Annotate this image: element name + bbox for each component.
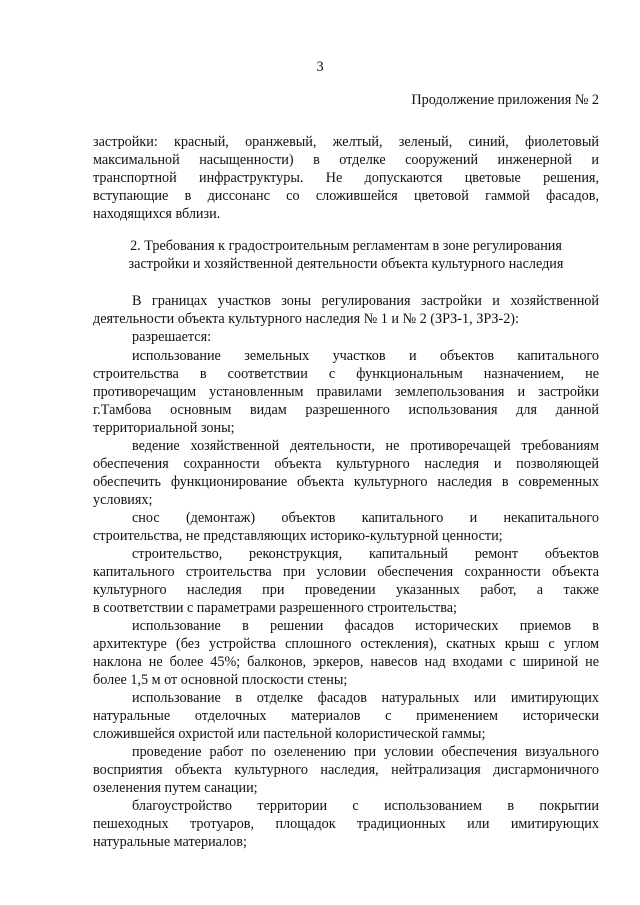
text-line: находящихся вблизи. <box>93 206 221 222</box>
text-line: использование в решении фасадов исторических приемов в <box>132 618 599 634</box>
text-line: в соответствии с параметрами разрешенного строительства; <box>93 600 457 616</box>
section-heading-line: 2. Требования к градостроительным регламентам в зоне регулирования <box>130 238 562 254</box>
text-line: ведение хозяйственной деятельности, не противоречащей требованиям <box>132 438 599 454</box>
text-line: строительства, не представляющих историко-культурной ценности; <box>93 528 503 544</box>
text-line: транспортной инфраструктуры. Не допускаются цветовые решения, <box>93 170 599 186</box>
text-line: озеленения путем санации; <box>93 780 258 796</box>
text-line: более 1,5 м от основной плоскости стены; <box>93 672 348 688</box>
text-line: проведение работ по озеленению при условии обеспечения визуального <box>132 744 599 760</box>
text-line: застройки: красный, оранжевый, желтый, зеленый, синий, фиолетовый <box>93 134 599 150</box>
text-line: капитального строительства при условии обеспечения сохранности объекта <box>93 564 599 580</box>
text-line: обеспечить функционирование объекта культурного наследия в современных <box>93 474 599 490</box>
text-line: натуральные отделочных материалов с применением исторически <box>93 708 599 724</box>
text-line: архитектуре (без устройства сплошного остекления), скатных крыш с углом <box>93 636 599 652</box>
text-line: строительства в соответствии с функциональным назначением, не <box>93 366 599 382</box>
text-line: наклона не более 45%; балконов, эркеров, навесов над входами с шириной не <box>93 654 599 670</box>
text-line: В границах участков зоны регулирования застройки и хозяйственной <box>132 293 599 309</box>
text-line: использование в отделке фасадов натуральных или имитирующих <box>132 690 599 706</box>
text-line: восприятия объекта культурного наследия, нейтрализация дисгармоничного <box>93 762 599 778</box>
text-line: условиях; <box>93 492 153 508</box>
text-line: разрешается: <box>132 329 212 345</box>
text-line: пешеходных тротуаров, площадок традиционных или имитирующих <box>93 816 599 832</box>
text-line: г.Тамбова основным видам разрешенного использования для данной <box>93 402 599 418</box>
text-line: деятельности объекта культурного наследия № 1 и № 2 (ЗРЗ-1, ЗРЗ-2): <box>93 311 519 327</box>
text-line: снос (демонтаж) объектов капитального и некапитального <box>132 510 599 526</box>
page-number: 3 <box>316 59 324 75</box>
text-line: натуральные материалов; <box>93 834 247 850</box>
section-heading-line: застройки и хозяйственной деятельности объекта культурного наследия <box>128 256 564 272</box>
text-line: культурного наследия при проведении указанных работ, а также <box>93 582 599 598</box>
text-line: благоустройство территории с использованием в покрытии <box>132 798 599 814</box>
text-line: территориальной зоны; <box>93 420 235 436</box>
text-line: использование земельных участков и объектов капитального <box>132 348 599 364</box>
text-line: максимальной насыщенности) в отделке сооружений инженерной и <box>93 152 599 168</box>
text-line: вступающие в диссонанс со сложившейся цветовой гаммой фасадов, <box>93 188 599 204</box>
text-line: строительство, реконструкция, капитальный ремонт объектов <box>132 546 599 562</box>
appendix-continuation-note: Продолжение приложения № 2 <box>411 92 599 108</box>
text-line: обеспечения сохранности объекта культурного наследия и позволяющей <box>93 456 599 472</box>
text-line: противоречащим установленным правилами землепользования и застройки <box>93 384 599 400</box>
text-line: сложившейся охристой или пастельной колористической гаммы; <box>93 726 486 742</box>
